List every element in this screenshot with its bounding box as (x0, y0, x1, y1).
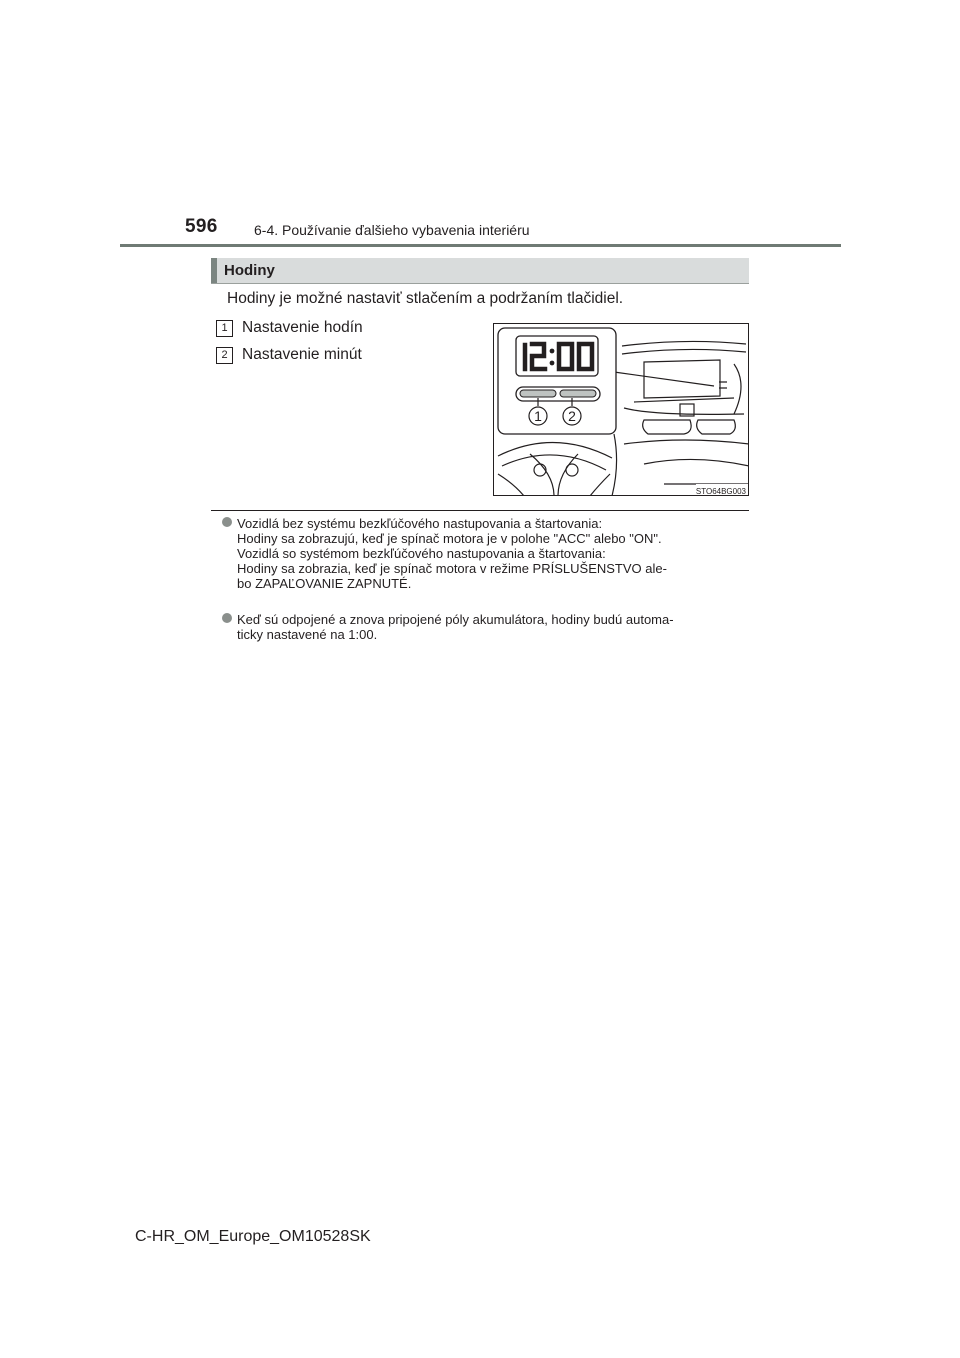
document-id: C-HR_OM_Europe_OM10528SK (135, 1228, 371, 1245)
step-number: 2 (216, 347, 233, 364)
section-heading (211, 258, 749, 284)
clock-illustration-drawing (494, 324, 749, 496)
chapter-title: 6-4. Používanie ďalšieho vybavenia interiéru (254, 222, 530, 238)
header-rule (120, 244, 841, 247)
bullet-icon (222, 517, 232, 527)
section-title: Hodiny (224, 262, 275, 279)
bullet-icon (222, 613, 232, 623)
step-number: 1 (216, 320, 233, 337)
note-line: Vozidlá so systémom bezkľúčového nastupovania a štartovania: (237, 546, 606, 561)
note-line: Keď sú odpojené a znova pripojené póly akumulátora, hodiny budú automa- (237, 612, 674, 627)
note-line: Hodiny sa zobrazia, keď je spínač motora v režime PRÍSLUŠENSTVO ale- (237, 561, 667, 576)
page-number: 596 (185, 216, 218, 237)
note-body (237, 516, 748, 591)
step-label: Nastavenie minút (242, 346, 362, 363)
note-body (237, 612, 748, 642)
section-marker (211, 258, 217, 283)
note-line: ticky nastavené na 1:00. (237, 627, 378, 642)
image-code: STO64BG003 (695, 487, 746, 496)
step-label: Nastavenie hodín (242, 319, 363, 336)
intro-text: Hodiny je možné nastaviť stlačením a podržaním tlačidiel. (227, 290, 624, 307)
note-line: Hodiny sa zobrazujú, keď je spínač motora je v polohe "ACC" alebo "ON". (237, 531, 662, 546)
clock-illustration (493, 323, 749, 496)
note-line: Vozidlá bez systému bezkľúčového nastupovania a štartovania: (237, 516, 603, 531)
note-line: bo ZAPAĽOVANIE ZAPNUTÉ. (237, 576, 412, 591)
callout-number: 1 (534, 408, 542, 424)
callout-number: 2 (568, 408, 576, 424)
notes-divider (211, 510, 749, 511)
